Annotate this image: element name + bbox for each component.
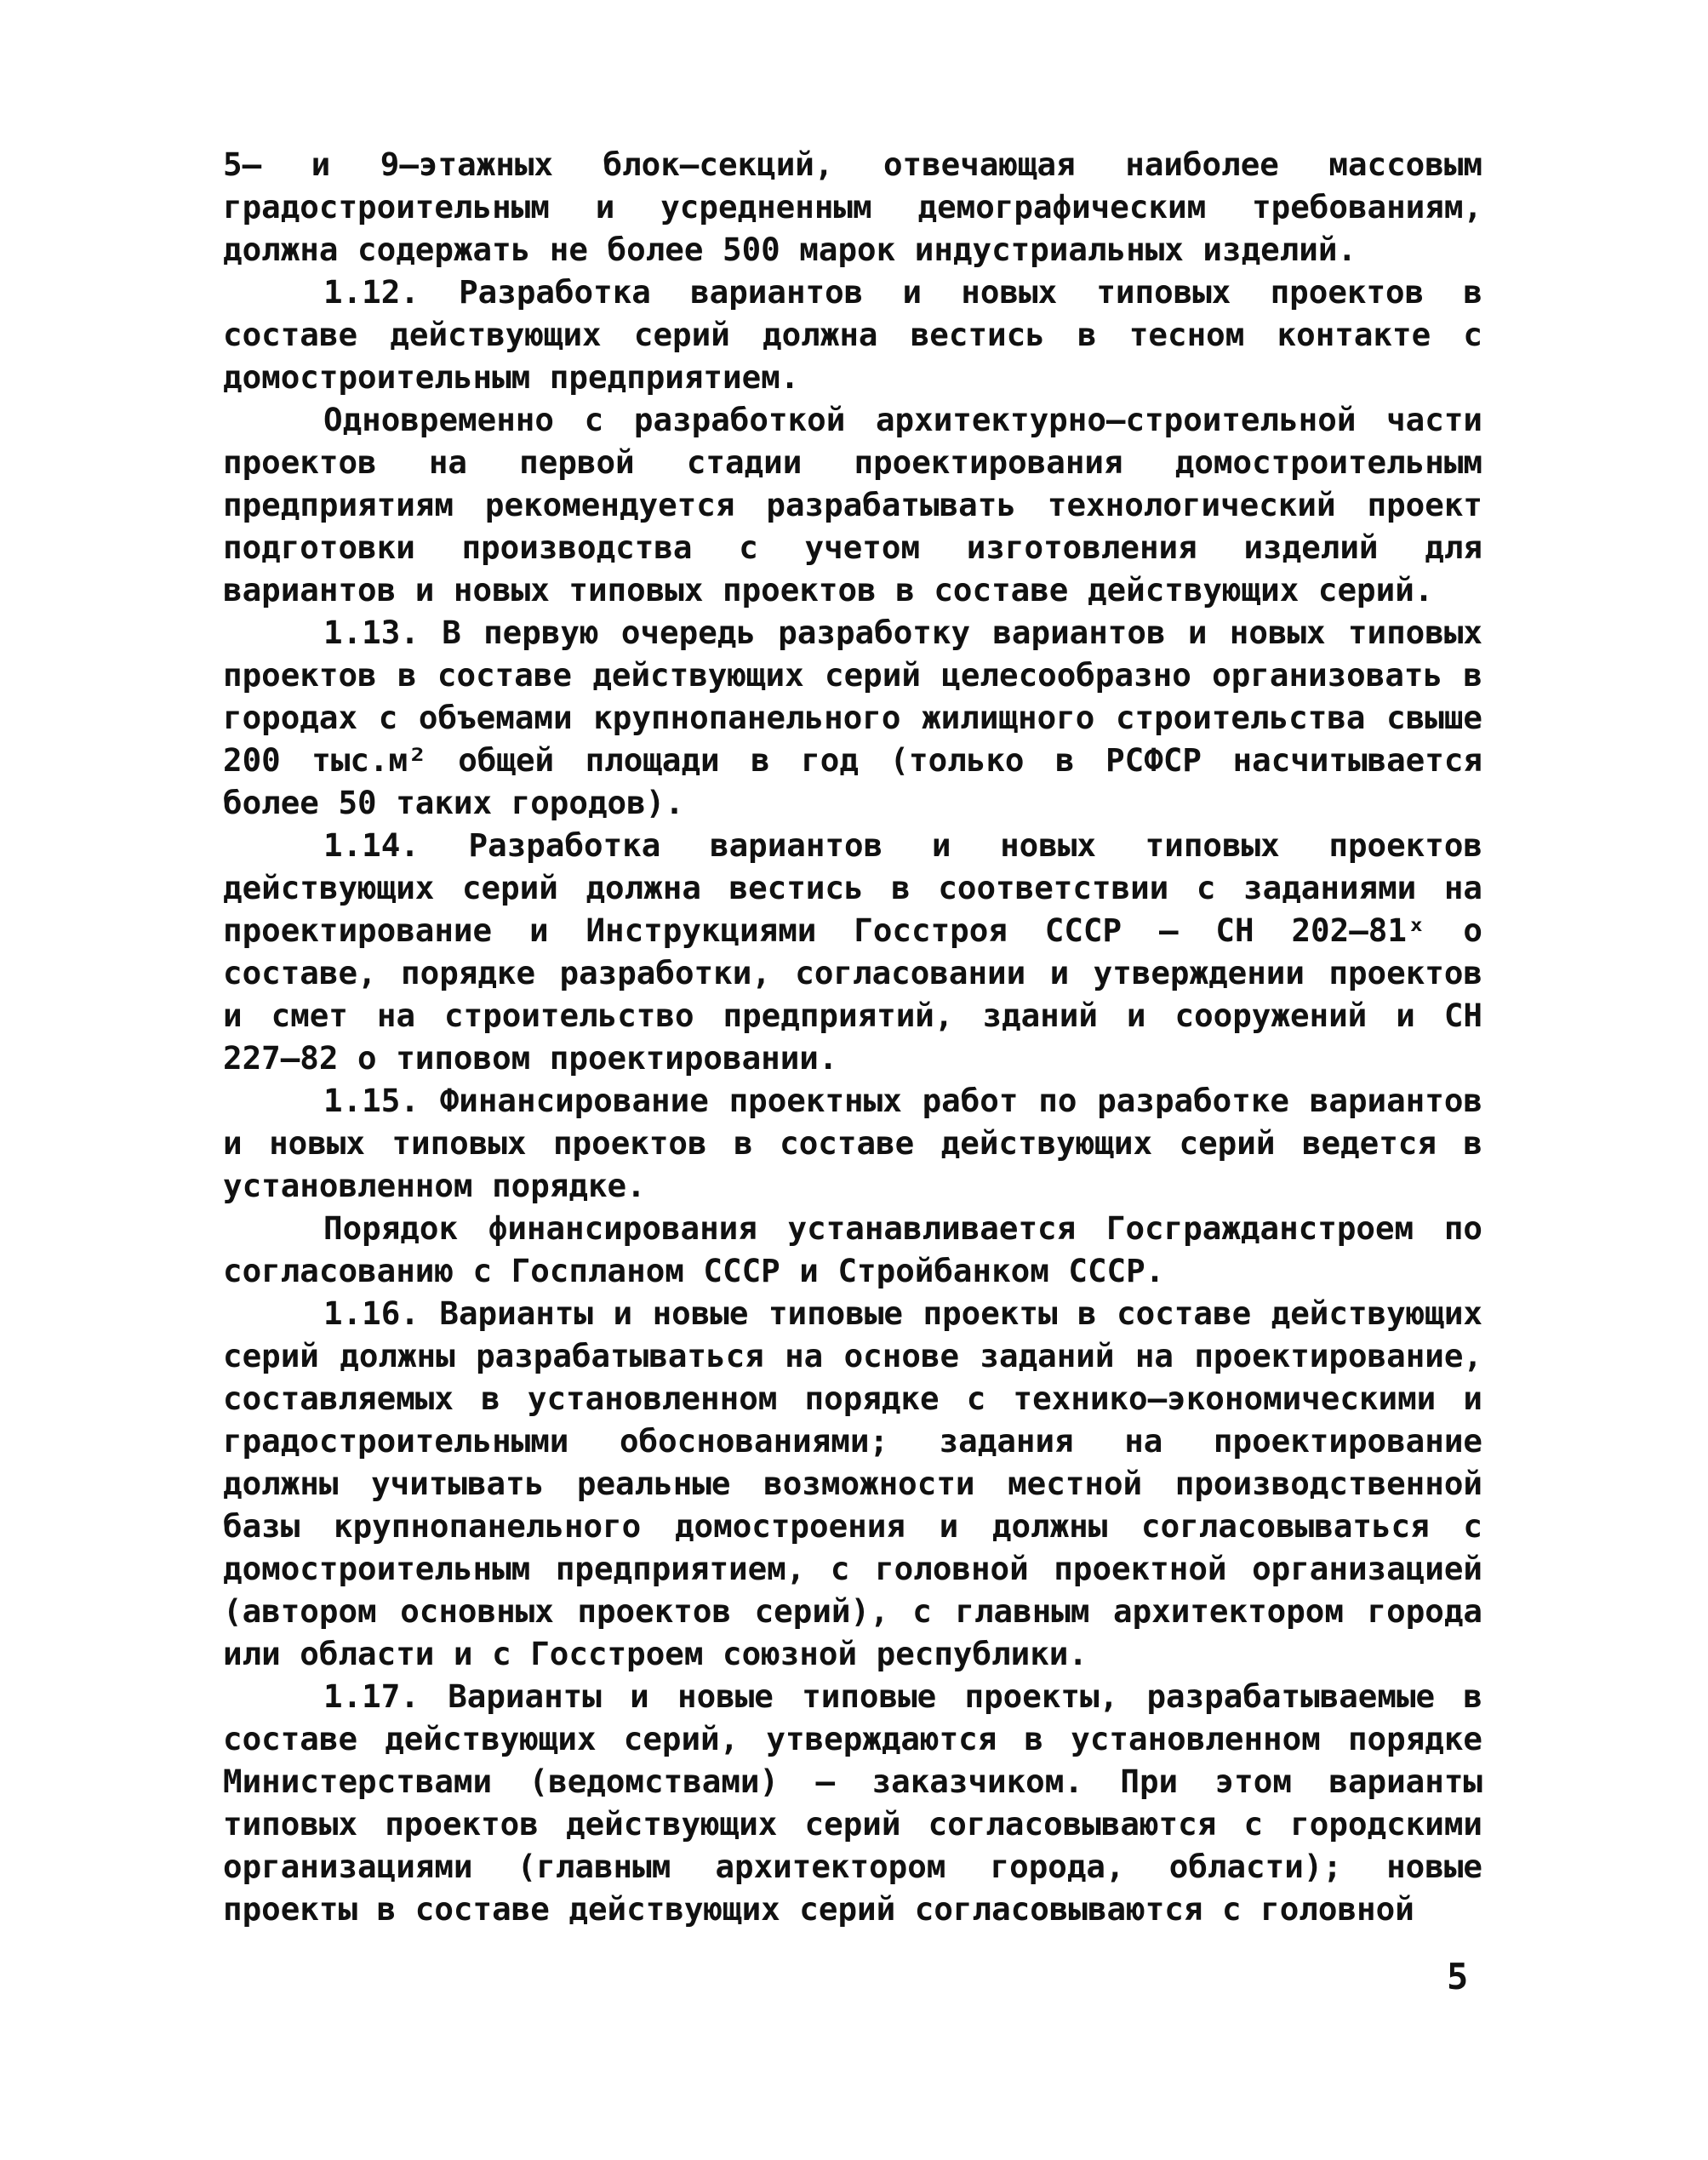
paragraph-1-15-cont: Порядок финансирования устанавливается Госгражданстроем по согласованию с Госпланом СССР и Стройбанком СССР. [223, 1209, 1482, 1289]
page-number: 5 [1447, 1956, 1469, 1997]
paragraph-continuation: 5– и 9–этажных блок–секций, отвечающая наиболее массовым градостроительным и усредненным демографическим требованиям, должна содержать не более 500 марок индустриальных изделий. [223, 146, 1482, 268]
paragraph-1-14: 1.14. Разработка вариантов и новых типовых проектов действующих серий должна вестись в соответствии с заданиями на проектирование и Инструкциями Госстроя СССР – СН 202–81ˣ о составе, порядке разработки, согласовании и утверждении проектов и смет на строительство предприятий, зданий и сооружений и СН 227–82 о типовом проектировании. [223, 826, 1482, 1077]
document-page [223, 143, 1482, 1930]
paragraph-1-17: 1.17. Варианты и новые типовые проекты, разрабатываемые в составе действующих серий, утверждаются в установленном порядке Министерствами (ведомствами) – заказчиком. При этом варианты типовых проектов действующих серий согласовываются с городскими организациями (главным архитектором города, области); новые проекты в составе действующих серий согласовываются с головной [223, 1677, 1482, 1928]
paragraph-1-12-cont: Одновременно с разработкой архитектурно–строительной части проектов на первой стадии проектирования домостроительным предприятиям рекомендуется разрабатывать технологический проект подготовки производства с учетом изготовления изделий для вариантов и новых типовых проектов в составе действующих серий. [223, 401, 1482, 609]
paragraph-1-16: 1.16. Варианты и новые типовые проекты в составе действующих серий должны разрабатываться на основе заданий на проектирование, составляемых в установленном порядке с технико–экономическими и градостроительными обоснованиями; задания на проектирование должны учитывать реальные возможности местной производственной базы крупнопанельного домостроения и должны согласовываться с домостроительным предприятием, с головной проектной организацией (автором основных проектов серий), с главным архитектором города или области и с Госстроем союзной республики. [223, 1294, 1482, 1672]
paragraph-1-13: 1.13. В первую очередь разработку вариантов и новых типовых проектов в составе действующих серий целесообразно организовать в городах с объемами крупнопанельного жилищного строительства свыше 200 тыс.м² общей площади в год (только в РСФСР насчитывается более 50 таких городов). [223, 614, 1482, 821]
paragraph-1-12: 1.12. Разработка вариантов и новых типовых проектов в составе действующих серий должна вестись в тесном контакте с домостроительным предприятием. [223, 273, 1482, 396]
paragraph-1-15: 1.15. Финансирование проектных работ по разработке вариантов и новых типовых проектов в составе действующих серий ведется в установленном порядке. [223, 1082, 1482, 1204]
